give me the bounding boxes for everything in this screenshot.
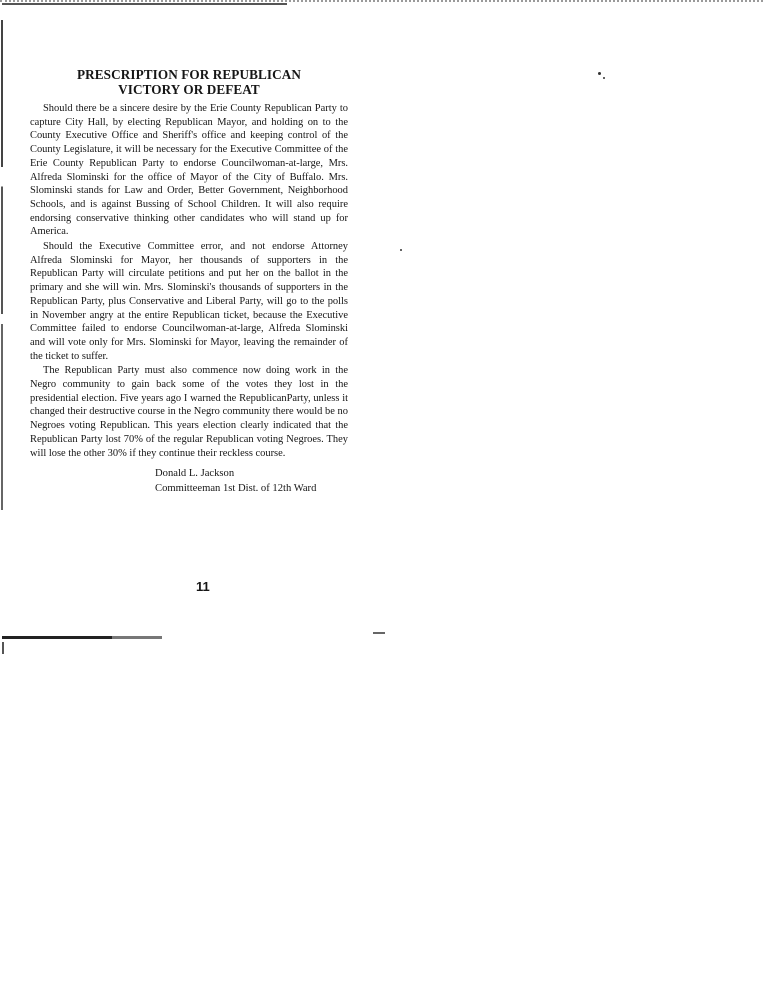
- scan-speck: [598, 72, 601, 75]
- article-title: [30, 67, 348, 97]
- scan-left-edge: [1, 20, 3, 510]
- article-title-line-2: VICTORY OR DEFEAT: [118, 82, 260, 97]
- scan-speck: [400, 249, 402, 251]
- article-paragraph: Should there be a sincere desire by the Erie County Republican Party to capture City Hall, by electing Republican Mayor, and holding on to the County Executive Office and Sheriff's office and keeping control of the County Legislature, it will be necessary for the Executive Committee of the Erie County Republican Party to endorse Councilwoman-at-large, Mrs. Alfreda Slominski for the office of Mayor of the City of Buffalo. Mrs. Slominski stands for Law and Order, Better Government, Neighborhood Schools, and is against Bussing of School Children. It will also require endorsing conservative thinking other candidates who will stand up for America.: [30, 103, 348, 238]
- scan-bottom-rule: [2, 636, 202, 639]
- article-paragraph: Should the Executive Committee error, and not endorse Attorney Alfreda Slominski for Mayor, her thousands of supporters in the Republican Party will circulate petitions and put her on the ballot in the primary and she will win. Mrs. Slominski's thousands of supporters in the Republican Party, plus Conservative and Liberal Party, will go to the polls in November angry at the entire Republican ticket, because the Executive Committee failed to endorse Councilwoman-at-large, Alfreda Slominski and will vote only for Mrs. Slominski for Mayor, leaving the remainder of the ticket to suffer.: [30, 241, 348, 362]
- scan-bottom-edge: [2, 642, 4, 654]
- signature-name: Donald L. Jackson: [155, 468, 235, 480]
- signature-title: Committeeman 1st Dist. of 12th Ward: [155, 483, 317, 495]
- signature-block: [155, 466, 348, 496]
- article-body: [30, 102, 348, 460]
- scan-speck: [603, 77, 605, 79]
- article-paragraph: The Republican Party must also commence now doing work in the Negro community to gain back some of the votes they lost in the presidential election. Five years ago I warned the RepublicanParty, unless it changed their destructive course in the Negro community there would be no Negroes voting Republican. This years election clearly indicated that the Republican Party lost 70% of the regular Republican voting Negroes. They will lose the other 30% if they continue their reckless course.: [30, 365, 348, 459]
- article-title-line-1: PRESCRIPTION FOR REPUBLICAN: [77, 67, 301, 82]
- scan-top-rule: [2, 3, 287, 5]
- article: [30, 67, 348, 496]
- scan-speck: [373, 632, 385, 634]
- page-number: 11: [196, 579, 210, 594]
